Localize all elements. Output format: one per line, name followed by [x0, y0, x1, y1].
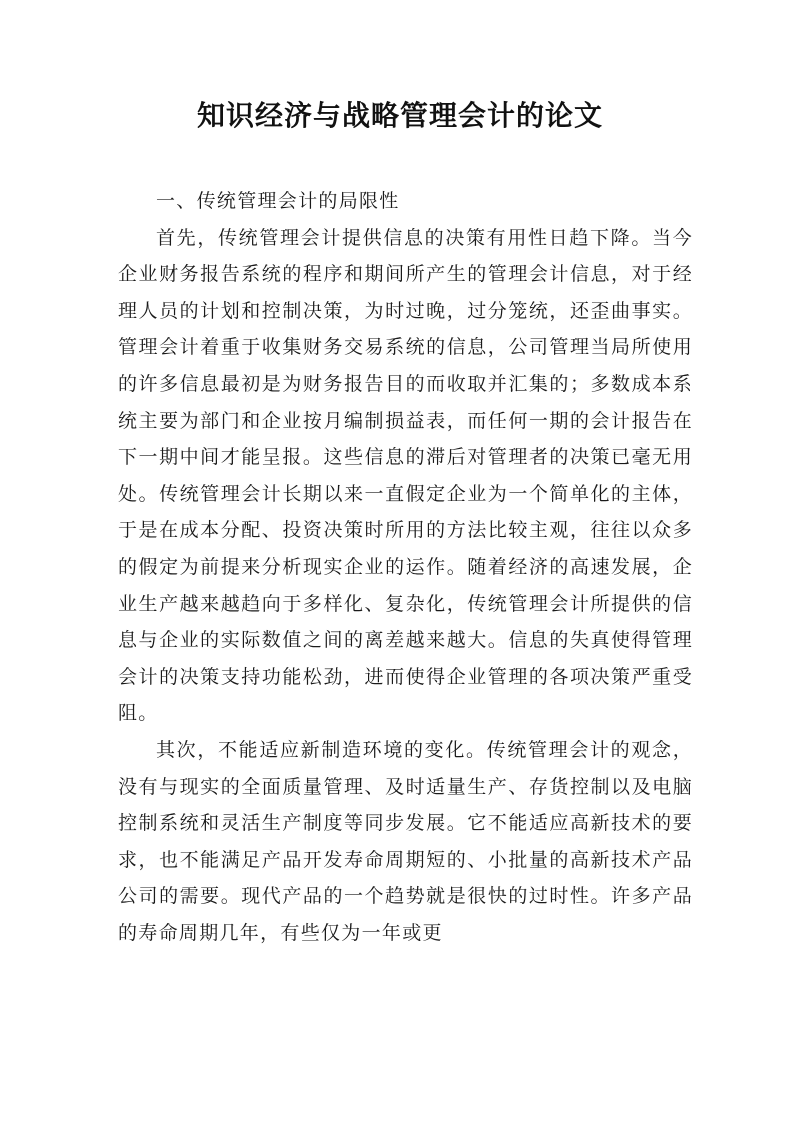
paragraph-1: 首先，传统管理会计提供信息的决策有用性日趋下降。当今企业财务报告系统的程序和期间所产生的管理会计信息，对于经理人员的计划和控制决策，为时过晚，过分笼统，还歪曲事实。管理会计着重于收集财务交易系统的信息，公司管理当局所使用的许多信息最初是为财务报告目的而收取并汇集的；多数成本系统主要为部门和企业按月编制损益表，而任何一期的会计报告在下一期中间才能呈报。这些信息的滞后对管理者的决策已毫无用处。传统管理会计长期以来一直假定企业为一个简单化的主体，于是在成本分配、投资决策时所用的方法比较主观，往往以众多的假定为前提来分析现实企业的运作。随着经济的高速发展，企业生产越来越趋向于多样化、复杂化，传统管理会计所提供的信息与企业的实际数值之间的离差越来越大。信息的失真使得管理会计的决策支持功能松劲，进而使得企业管理的各项决策严重受阻。: [118, 226, 693, 725]
section-heading: 一、传统管理会计的局限性: [156, 190, 400, 212]
document-body: [118, 183, 693, 951]
document-title: 知识经济与战略管理会计的论文: [196, 99, 603, 132]
paragraph-2: 其次，不能适应新制造环境的变化。传统管理会计的观念，没有与现实的全面质量管理、及时适量生产、存货控制以及电脑控制系统和灵活生产制度等同步发展。它不能适应高新技术的要求，也不能满足产品开发寿命周期短的、小批量的高新技术产品公司的需要。现代产品的一个趋势就是很快的过时性。许多产品的寿命周期几年，有些仅为一年或更: [118, 738, 693, 944]
